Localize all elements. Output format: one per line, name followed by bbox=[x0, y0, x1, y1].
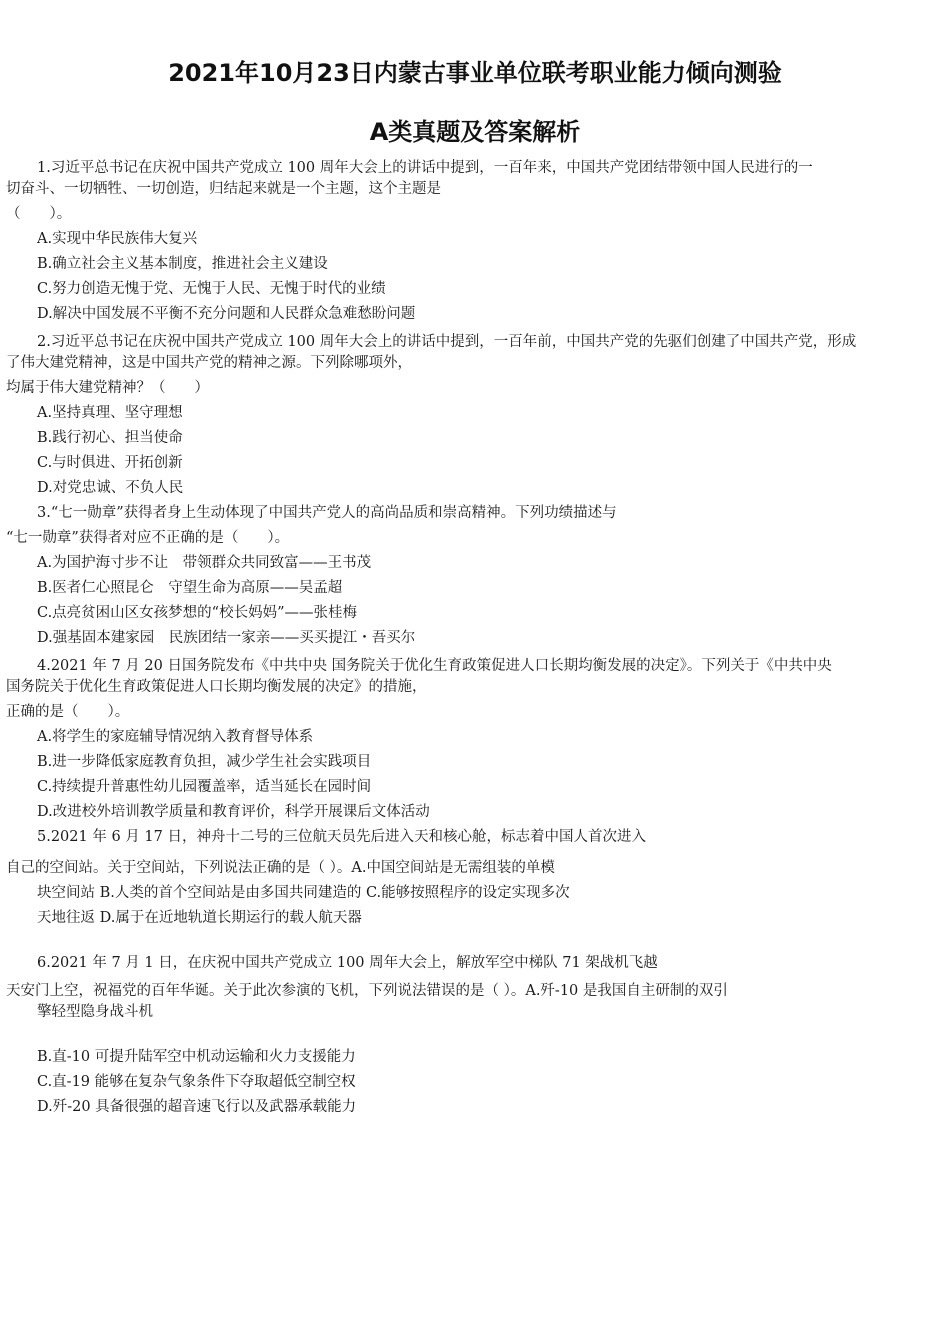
question-6-option-c: C.直-19 能够在复杂气象条件下夺取超低空制空权 bbox=[37, 1074, 356, 1090]
question-3-stem-line-2: “七一勋章”获得者对应不正确的是（ ）。 bbox=[6, 530, 290, 546]
document-title-line-1: 2021年10月23日内蒙古事业单位联考职业能力倾向测验 bbox=[168, 59, 782, 87]
question-1-stem-line-1: 1.习近平总书记在庆祝中国共产党成立 100 周年大会上的讲话中提到，一百年来，中国共产党团结带领中国人民进行的一 bbox=[37, 160, 813, 176]
question-5-stem-line-3: 块空间站 B.人类的首个空间站是由多国共同建造的 C.能够按照程序的设定实现多次 bbox=[37, 885, 570, 901]
question-3-option-a: A.为国护海寸步不让 带领群众共同致富——王书茂 bbox=[37, 555, 372, 571]
question-2-stem-line-3: 均属于伟大建党精神？（ ） bbox=[6, 380, 209, 396]
question-2-option-c: C.与时俱进、开拓创新 bbox=[37, 455, 183, 471]
question-2-option-d: D.对党忠诚、不负人民 bbox=[37, 480, 184, 496]
question-2-option-b: B.践行初心、担当使命 bbox=[37, 430, 183, 446]
question-2-option-a: A.坚持真理、坚守理想 bbox=[37, 405, 183, 421]
question-4-stem-line-3: 正确的是（ ）。 bbox=[6, 704, 130, 720]
question-5-stem-line-2: 自己的空间站。关于空间站，下列说法正确的是（ ）。A.中国空间站是无需组装的单模 bbox=[6, 860, 555, 876]
question-1-option-c: C.努力创造无愧于党、无愧于人民、无愧于时代的业绩 bbox=[37, 281, 386, 297]
question-6-option-d: D.歼-20 具备很强的超音速飞行以及武器承载能力 bbox=[37, 1099, 357, 1115]
question-6-option-b: B.直-10 可提升陆军空中机动运输和火力支援能力 bbox=[37, 1049, 356, 1065]
question-3-option-d: D.强基固本建家园 民族团结一家亲——买买提江・吾买尔 bbox=[37, 630, 416, 646]
question-3-option-b: B.医者仁心照昆仑 守望生命为高原——吴孟超 bbox=[37, 580, 343, 596]
question-2-stem-line-2: 了伟大建党精神，这是中国共产党的精神之源。下列除哪项外， bbox=[6, 355, 412, 371]
question-1-option-d: D.解决中国发展不平衡不充分问题和人民群众急难愁盼问题 bbox=[37, 306, 416, 322]
question-4-option-b: B.进一步降低家庭教育负担，减少学生社会实践项目 bbox=[37, 754, 372, 770]
question-6-stem-line-1: 6.2021 年 7 月 1 日，在庆祝中国共产党成立 100 周年大会上，解放军空中梯队 71 架战机飞越 bbox=[37, 955, 658, 971]
question-6-stem-line-3: 擎轻型隐身战斗机 bbox=[37, 1004, 153, 1020]
document-title-line-2: A类真题及答案解析 bbox=[369, 118, 581, 146]
question-1-stem-line-2: 切奋斗、一切牺牲、一切创造，归结起来就是一个主题，这个主题是 bbox=[6, 181, 441, 197]
question-4-option-d: D.改进校外培训教学质量和教育评价，科学开展课后文体活动 bbox=[37, 804, 430, 820]
question-4-stem-line-2: 国务院关于优化生育政策促进人口长期均衡发展的决定》的措施， bbox=[6, 679, 427, 695]
question-1-option-a: A.实现中华民族伟大复兴 bbox=[37, 231, 198, 247]
question-5-stem-line-1: 5.2021 年 6 月 17 日，神舟十二号的三位航天员先后进入天和核心舱，标志着中国人首次进入 bbox=[37, 829, 646, 845]
question-4-option-a: A.将学生的家庭辅导情况纳入教育督导体系 bbox=[37, 729, 314, 745]
question-3-stem-line-1: 3.“七一勋章”获得者身上生动体现了中国共产党人的高尚品质和崇高精神。下列功绩描述与 bbox=[37, 505, 617, 521]
question-6-stem-line-2: 天安门上空，祝福党的百年华诞。关于此次参演的飞机，下列说法错误的是（ ）。A.歼-10 是我国自主研制的双引 bbox=[6, 983, 728, 999]
question-3-option-c: C.点亮贫困山区女孩梦想的“校长妈妈”——张桂梅 bbox=[37, 605, 358, 621]
question-4-stem-line-1: 4.2021 年 7 月 20 日国务院发布《中共中央 国务院关于优化生育政策促进人口长期均衡发展的决定》。下列关于《中共中央 bbox=[37, 658, 832, 674]
question-4-option-c: C.持续提升普惠性幼儿园覆盖率，适当延长在园时间 bbox=[37, 779, 372, 795]
question-5-stem-line-4: 天地往返 D.属于在近地轨道长期运行的载人航天器 bbox=[37, 910, 362, 926]
question-2-stem-line-1: 2.习近平总书记在庆祝中国共产党成立 100 周年大会上的讲话中提到，一百年前，中国共产党的先驱们创建了中国共产党，形成 bbox=[37, 334, 857, 350]
question-1-option-b: B.确立社会主义基本制度，推进社会主义建设 bbox=[37, 256, 328, 272]
question-1-stem-line-3: （ ）。 bbox=[6, 206, 72, 222]
